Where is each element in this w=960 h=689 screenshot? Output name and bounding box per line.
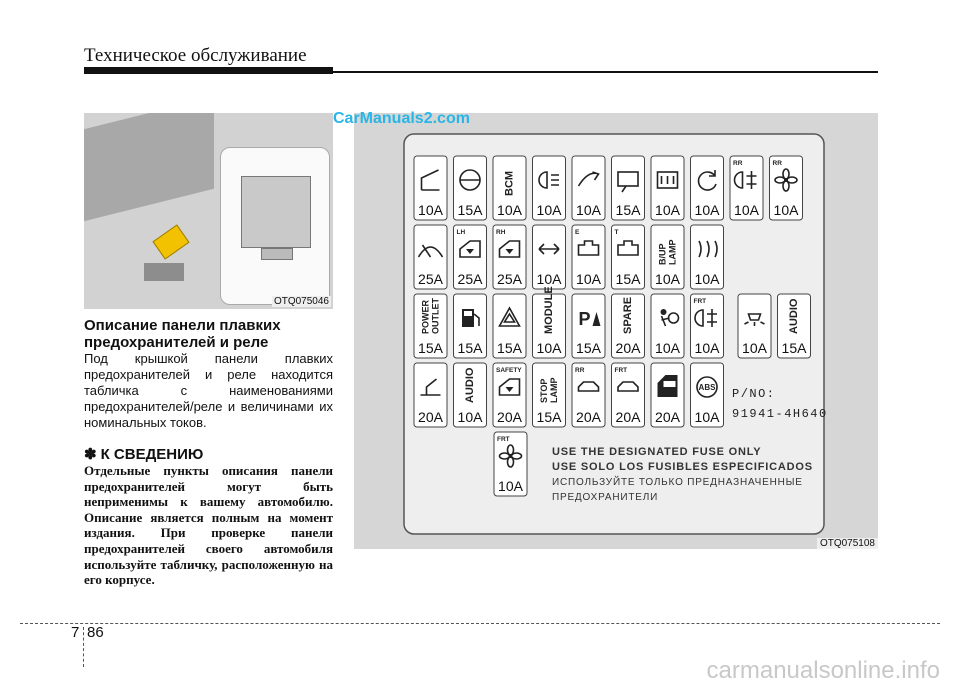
fuse-label: RH <box>496 229 506 236</box>
note-heading-text: К СВЕДЕНИЮ <box>100 446 204 463</box>
fuse-rating: 15A <box>576 340 601 356</box>
fuse-label: FRT <box>693 298 707 305</box>
section-paragraph: Под крышкой панели плавких предохранителей и реле находится табличка с наименованиями предохранителей/реле и величинами их номинальных токов. <box>84 351 333 430</box>
fuse-1-5 <box>572 156 605 220</box>
fuse-2-5 <box>572 225 605 289</box>
fuse-rating: 15A <box>457 202 483 218</box>
fuse-rating: 25A <box>497 271 522 287</box>
fuse-1-10 <box>770 156 803 220</box>
fuse-1-6 <box>612 156 645 220</box>
dashboard-shape <box>84 113 214 221</box>
fuse-rating: 20A <box>418 409 443 425</box>
page-section-number: 7 <box>71 624 80 641</box>
page-number-divider <box>83 627 84 667</box>
fuse-rating: 10A <box>742 340 767 356</box>
diagram-code: OTQ075108 <box>817 538 878 549</box>
fuse-rating: 15A <box>536 409 562 425</box>
part-number-label: P/NO: <box>732 387 776 401</box>
fuse-3-10 <box>778 294 811 358</box>
fuse-label: RR <box>772 160 782 167</box>
fuse-1-3 <box>493 156 526 220</box>
fuse-1-1 <box>414 156 447 220</box>
fuse-3-2 <box>454 294 487 358</box>
fuse-4-2 <box>454 363 487 427</box>
fuse-rating: 20A <box>576 409 601 425</box>
footer-watermark: carmanualsonline.info <box>706 657 940 684</box>
fuse-1-4 <box>533 156 566 220</box>
fuse-3-8 <box>691 294 724 358</box>
fuse-3-6 <box>612 294 645 358</box>
svg-text:ABS: ABS <box>698 383 716 392</box>
fuse-3-7 <box>651 294 684 358</box>
fuse-rating: 10A <box>694 409 720 425</box>
notice-line: USE THE DESIGNATED FUSE ONLY <box>552 446 762 458</box>
fuse-label: SPARE <box>622 296 634 334</box>
fuse-rating: 20A <box>655 409 680 425</box>
fuse-cover-zoom <box>220 147 330 305</box>
header-rule <box>333 71 878 73</box>
fuse-cover-panel <box>241 176 311 248</box>
fuse-1-7 <box>651 156 684 220</box>
fuse-rating: 20A <box>615 409 641 425</box>
fuse-2-8 <box>691 225 724 289</box>
header-title: Техническое обслуживание <box>84 45 307 66</box>
fuse-3-4 <box>533 286 566 358</box>
svg-text:P: P <box>578 309 591 329</box>
fuse-label: STOPLAMP <box>539 377 559 403</box>
note-star-icon: ✽ <box>84 446 97 463</box>
fuse-rating: 10A <box>536 271 562 287</box>
note-heading <box>84 445 203 463</box>
fuse-5-1 <box>494 432 527 496</box>
fuse-rating: 25A <box>418 271 443 287</box>
fuse-rating: 15A <box>497 340 522 356</box>
fuse-label: POWEROUTLET <box>420 298 441 334</box>
fuse-label: MODULE <box>543 286 555 334</box>
fuse-label: SAFETY <box>496 367 522 374</box>
fuse-rating: 10A <box>655 202 680 218</box>
fuse-diagram-svg <box>354 113 878 549</box>
fuse-2-2 <box>454 225 487 289</box>
fuse-4-6 <box>612 363 645 427</box>
fuse-rating: 10A <box>655 271 680 287</box>
fuse-label: LH <box>456 229 466 236</box>
watermark-text: CarManuals2.com <box>333 110 470 127</box>
fuse-rating: 15A <box>615 271 641 287</box>
interior-photo <box>84 113 333 309</box>
fuse-rating: 10A <box>773 202 799 218</box>
fuse-4-8 <box>691 363 724 427</box>
fuse-label: RR <box>575 367 585 374</box>
fuse-2-6 <box>612 225 645 289</box>
notice-line: ПРЕДОХРАНИТЕЛИ <box>552 492 659 503</box>
fuse-rating: 10A <box>694 202 720 218</box>
fuse-4-1 <box>414 363 447 427</box>
pedal-shape <box>144 263 184 281</box>
fuse-3-9 <box>738 294 771 358</box>
fuse-4-5 <box>572 363 605 427</box>
fuse-2-7 <box>651 225 684 289</box>
fuse-rating: 20A <box>615 340 641 356</box>
fuse-4-7 <box>651 363 684 427</box>
fuse-4-3 <box>493 363 526 427</box>
page-number: 86 <box>87 624 104 641</box>
fuse-rating: 25A <box>457 271 483 287</box>
yellow-arrow-icon <box>152 224 189 259</box>
notice-line: USE SOLO LOS FUSIBLES ESPECIFICADOS <box>552 461 813 473</box>
fuse-3-3 <box>493 294 526 358</box>
fuse-label: FRT <box>497 436 510 443</box>
fuse-3-5 <box>572 294 605 358</box>
fuse-2-1 <box>414 225 447 289</box>
section-heading: Описание панели плавких предохранителей и реле <box>84 317 281 351</box>
fuse-label: BCM <box>503 170 516 196</box>
fuse-rating: 15A <box>418 340 443 356</box>
fuse-cover-handle <box>261 248 293 260</box>
fuse-rating: 10A <box>576 271 601 287</box>
fuse-label: E <box>575 229 580 236</box>
fuse-diagram <box>354 113 878 549</box>
fuse-rating: 10A <box>457 409 483 425</box>
fuse-rating: 10A <box>694 340 720 356</box>
part-number-value: 91941-4H640 <box>732 407 828 421</box>
header-bar <box>84 67 333 74</box>
notice-line: ИСПОЛЬЗУЙТЕ ТОЛЬКО ПРЕДНАЗНАЧЕННЫЕ <box>552 477 803 488</box>
fuse-rating: 10A <box>655 340 680 356</box>
fuse-rating: 10A <box>497 202 522 218</box>
fuse-rating: 10A <box>576 202 601 218</box>
fuse-rating: 10A <box>498 478 523 494</box>
fuse-label: FRT <box>614 367 628 374</box>
footer-dashed-rule <box>20 623 940 624</box>
fuse-label: RR <box>733 160 743 167</box>
fuse-label: B/UPLAMP <box>657 239 678 265</box>
fuse-rating: 15A <box>781 340 807 356</box>
fuse-rating: 10A <box>536 340 562 356</box>
fuse-rating: 15A <box>457 340 483 356</box>
fuse-label: T <box>614 229 619 236</box>
fuse-3-1 <box>414 294 447 358</box>
fuse-rating: 10A <box>418 202 443 218</box>
fuse-rating: 10A <box>694 271 720 287</box>
fuse-rating: 20A <box>497 409 522 425</box>
fuse-rating: 10A <box>734 202 759 218</box>
fuse-label: AUDIO <box>464 367 476 403</box>
fuse-2-4 <box>533 225 566 289</box>
fuse-4-4 <box>533 363 566 427</box>
note-body: Отдельные пункты описания панели предохранителей могут быть неприменимы к вашему автомобилю. Описание является полным на момент издания. При проверке панели предохранителей своего автомобиля используйте табличку, расположенную на его корпусе. <box>84 463 333 588</box>
fuse-rating: 15A <box>615 202 641 218</box>
fuse-label: AUDIO <box>788 298 800 334</box>
fuse-1-9 <box>730 156 763 220</box>
fuse-1-8 <box>691 156 724 220</box>
fuse-2-3 <box>493 225 526 289</box>
fuse-1-2 <box>454 156 487 220</box>
photo-code: OTQ075046 <box>273 296 329 307</box>
fuse-rating: 10A <box>536 202 562 218</box>
